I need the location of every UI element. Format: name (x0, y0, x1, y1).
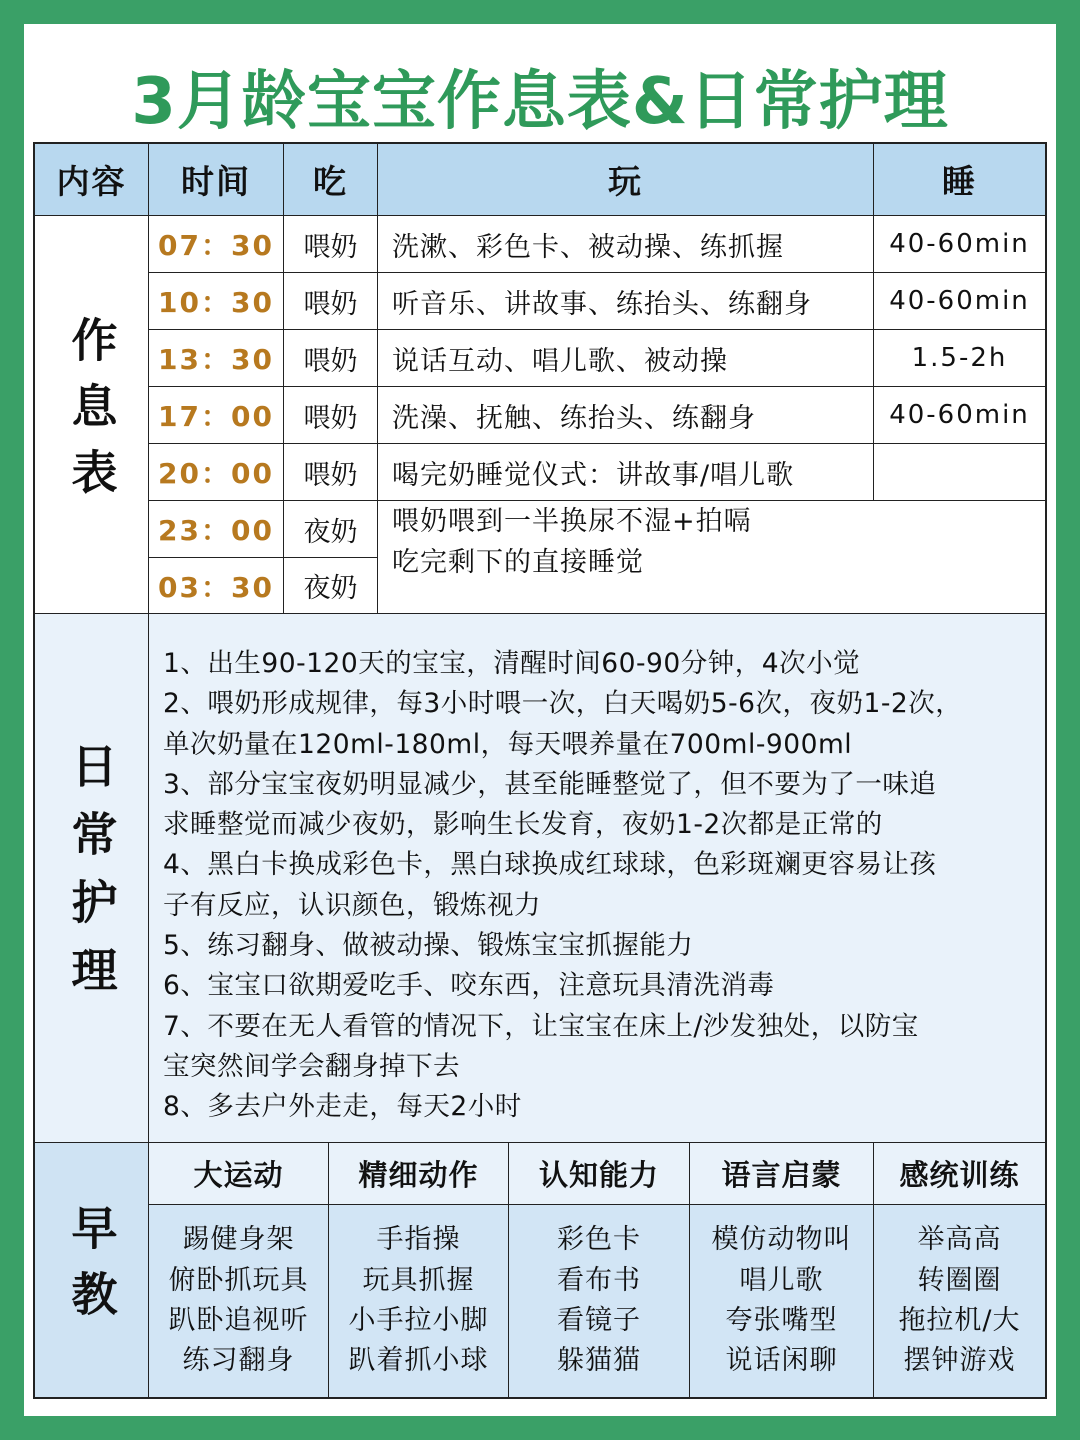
schedule-eat: 喂奶 (284, 387, 378, 444)
schedule-time: 20：00 (149, 444, 284, 501)
header-play: 玩 (378, 144, 874, 216)
edu-label-text: 早教 (64, 1204, 119, 1336)
edu-activity: 说话闲聊 (725, 1345, 838, 1377)
night-note-line: 吃完剩下的直接睡觉 (392, 547, 644, 578)
care-line: 1、出生90-120天的宝宝，清醒时间60-90分钟，4次小觉 (163, 648, 861, 679)
schedule-time: 13：30 (149, 330, 284, 387)
schedule-play: 洗漱、彩色卡、被动操、练抓握 (378, 216, 874, 273)
night-feeding-note (378, 501, 1045, 614)
schedule-sleep: 40-60min (874, 387, 1045, 444)
schedule-play: 洗澡、抚触、练抬头、练翻身 (378, 387, 874, 444)
care-line: 5、练习翻身、做被动操、锻炼宝宝抓握能力 (163, 930, 694, 962)
poster (24, 24, 1056, 1416)
edu-category-title: 感统训练 (874, 1143, 1045, 1205)
header-eat: 吃 (284, 144, 378, 216)
schedule-eat: 夜奶 (284, 558, 378, 614)
page-title: 3月龄宝宝作息表&日常护理 (131, 65, 949, 139)
edu-label (35, 1143, 149, 1397)
edu-activity: 趴卧追视听 (168, 1305, 309, 1336)
night-note-line: 喂奶喂到一半换尿不湿+拍嗝 (392, 506, 752, 537)
schedule-label-text: 作息表 (64, 315, 119, 514)
schedule-play: 说话互动、唱儿歌、被动操 (378, 330, 874, 387)
care-line: 3、部分宝宝夜奶明显减少，甚至能睡整觉了，但不要为了一味追 (163, 768, 937, 800)
care-line: 7、不要在无人看管的情况下，让宝宝在床上/沙发独处，以防宝 (163, 1010, 919, 1042)
edu-activity-list (329, 1205, 509, 1397)
header-sleep: 睡 (874, 144, 1045, 216)
header-content: 内容 (35, 144, 149, 216)
care-line: 6、宝宝口欲期爱吃手、咬东西，注意玩具清洗消毒 (163, 970, 775, 1002)
edu-activity: 玩具抓握 (362, 1264, 475, 1296)
care-line: 单次奶量在120ml-180ml，每天喂养量在700ml-900ml (163, 728, 853, 760)
edu-activity: 小手拉小脚 (348, 1305, 489, 1336)
edu-activity: 摆钟游戏 (903, 1345, 1016, 1377)
schedule-sleep: 40-60min (874, 216, 1045, 273)
edu-activity: 趴着抓小球 (348, 1345, 489, 1377)
care-label-text: 日常护理 (64, 742, 119, 1014)
care-line: 4、黑白卡换成彩色卡，黑白球换成红球球，色彩斑斓更容易让孩 (163, 849, 937, 881)
header-time: 时间 (149, 144, 284, 216)
schedule-play: 喝完奶睡觉仪式：讲故事/唱儿歌 (378, 444, 874, 501)
care-line: 2、喂奶形成规律，每3小时喂一次，白天喝奶5-6次，夜奶1-2次， (163, 688, 963, 720)
schedule-time: 03：30 (149, 558, 284, 614)
edu-activity: 夸张嘴型 (725, 1305, 838, 1336)
edu-activity: 手指操 (376, 1224, 461, 1256)
edu-category-title: 精细动作 (329, 1143, 509, 1205)
schedule-time: 17：00 (149, 387, 284, 444)
edu-activity: 练习翻身 (182, 1345, 295, 1377)
care-line: 求睡整觉而减少夜奶，影响生长发育，夜奶1-2次都是正常的 (163, 809, 883, 841)
edu-activity: 踢健身架 (182, 1224, 295, 1256)
schedule-sleep: 1.5-2h (874, 330, 1045, 387)
edu-activity-list (874, 1205, 1045, 1397)
edu-category-title: 大运动 (149, 1143, 329, 1205)
schedule-eat: 喂奶 (284, 330, 378, 387)
edu-activity: 看布书 (557, 1264, 641, 1296)
edu-activity: 模仿动物叫 (711, 1224, 852, 1256)
schedule-table (33, 142, 1047, 1399)
schedule-sleep: 40-60min (874, 273, 1045, 330)
care-line: 宝突然间学会翻身掉下去 (163, 1050, 460, 1082)
edu-activity: 彩色卡 (557, 1224, 641, 1256)
edu-activity: 拖拉机/大 (898, 1305, 1021, 1336)
schedule-eat: 喂奶 (284, 444, 378, 501)
care-line: 子有反应，认识颜色，锻炼视力 (163, 889, 541, 921)
edu-category-title: 语言启蒙 (690, 1143, 874, 1205)
schedule-sleep (874, 444, 1045, 501)
edu-activity-list (690, 1205, 874, 1397)
edu-activity: 转圈圈 (917, 1264, 1002, 1296)
edu-activity: 俯卧抓玩具 (168, 1264, 309, 1296)
edu-activity: 躲猫猫 (557, 1345, 641, 1377)
schedule-eat: 喂奶 (284, 216, 378, 273)
care-notes (149, 614, 1045, 1143)
edu-category-title: 认知能力 (509, 1143, 690, 1205)
edu-activity: 看镜子 (557, 1305, 641, 1336)
schedule-time: 10：30 (149, 273, 284, 330)
edu-activity-list (509, 1205, 690, 1397)
schedule-time: 23：00 (149, 501, 284, 558)
schedule-eat: 夜奶 (284, 501, 378, 558)
schedule-time: 07：30 (149, 216, 284, 273)
edu-activity-list (149, 1205, 329, 1397)
care-line: 8、多去户外走走，每天2小时 (163, 1091, 522, 1123)
edu-activity: 唱儿歌 (739, 1264, 824, 1296)
schedule-eat: 喂奶 (284, 273, 378, 330)
care-label (35, 614, 149, 1143)
edu-activity: 举高高 (917, 1224, 1002, 1256)
schedule-label (35, 216, 149, 614)
schedule-play: 听音乐、讲故事、练抬头、练翻身 (378, 273, 874, 330)
